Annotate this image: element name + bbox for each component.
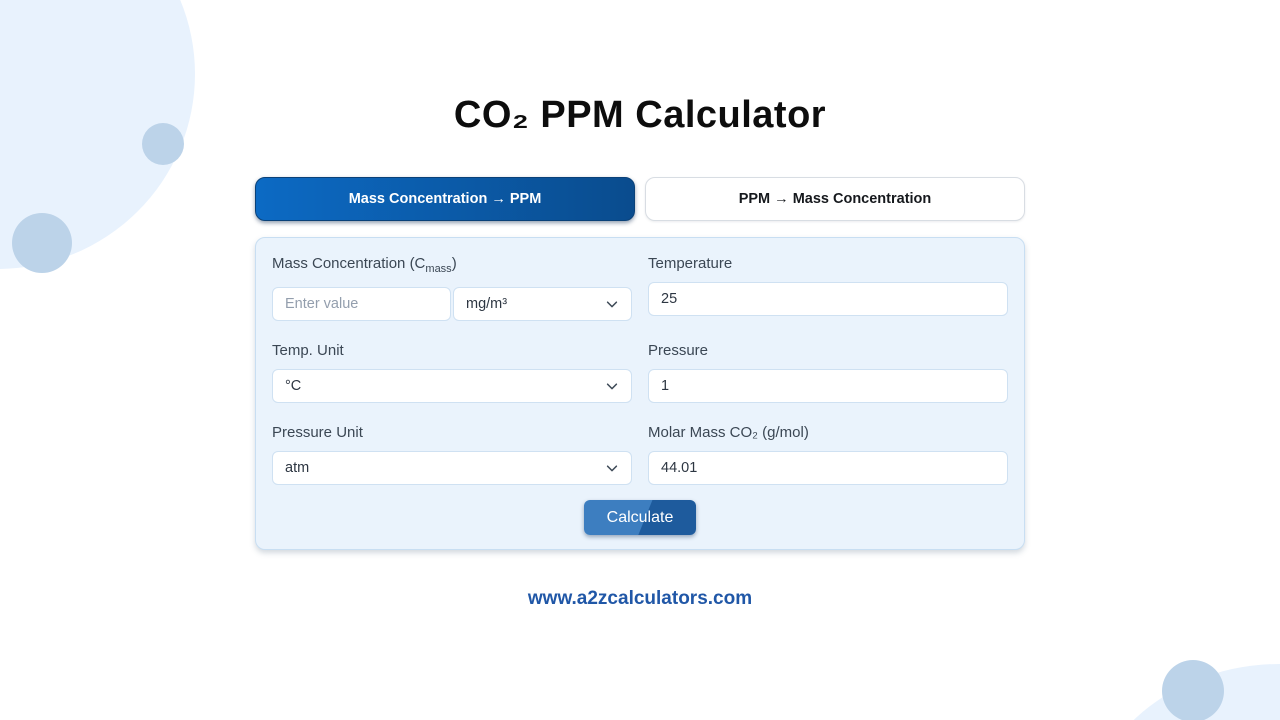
tab-ppm-to-mass-label: PPM → Mass Concentration xyxy=(738,191,932,207)
temp-unit-label: Temp. Unit xyxy=(272,342,344,359)
mass-concentration-unit-value: mg/m³ xyxy=(466,296,508,312)
pressure-unit-label: Pressure Unit xyxy=(272,424,363,441)
temp-unit-value: °C xyxy=(285,378,302,394)
pressure-unit-value: atm xyxy=(285,460,310,476)
pressure-unit-select[interactable] xyxy=(272,451,632,485)
mass-concentration-input[interactable] xyxy=(272,287,451,321)
field-temp-unit xyxy=(272,341,632,403)
pressure-input[interactable] xyxy=(648,369,1008,403)
pressure-label: Pressure xyxy=(648,342,709,359)
molar-mass-label: Molar Mass CO₂ (g/mol) xyxy=(648,424,809,441)
mass-concentration-label: Mass Concentration $(C_{mass})$ xyxy=(272,255,457,275)
tab-ppm-to-mass[interactable] xyxy=(645,177,1025,221)
temp-unit-select[interactable] xyxy=(272,369,632,403)
calculate-button[interactable]: Calculate xyxy=(584,500,696,535)
tab-mass-to-ppm-label: Mass Concentration → PPM xyxy=(348,191,542,207)
field-molar-mass xyxy=(648,423,1008,485)
mode-tabs xyxy=(255,177,1025,221)
field-pressure-unit xyxy=(272,423,632,485)
chevron-down-icon xyxy=(605,297,619,311)
decorative-circle xyxy=(1162,660,1224,720)
footer xyxy=(0,588,1280,610)
field-mass-concentration xyxy=(272,254,632,321)
chevron-down-icon xyxy=(605,461,619,475)
mass-concentration-unit-select[interactable] xyxy=(453,287,632,321)
calculator-form-panel xyxy=(255,237,1025,550)
temperature-input[interactable] xyxy=(648,282,1008,316)
calculator-card xyxy=(255,177,1025,550)
field-temperature xyxy=(648,254,1008,321)
page-title: CO₂ PPM Calculator xyxy=(453,94,827,136)
chevron-down-icon xyxy=(605,379,619,393)
temperature-label: Temperature xyxy=(648,255,733,272)
tab-mass-to-ppm[interactable] xyxy=(255,177,635,221)
field-pressure xyxy=(648,341,1008,403)
molar-mass-input[interactable] xyxy=(648,451,1008,485)
footer-site-link[interactable]: www.a2zcalculators.com xyxy=(527,588,753,609)
